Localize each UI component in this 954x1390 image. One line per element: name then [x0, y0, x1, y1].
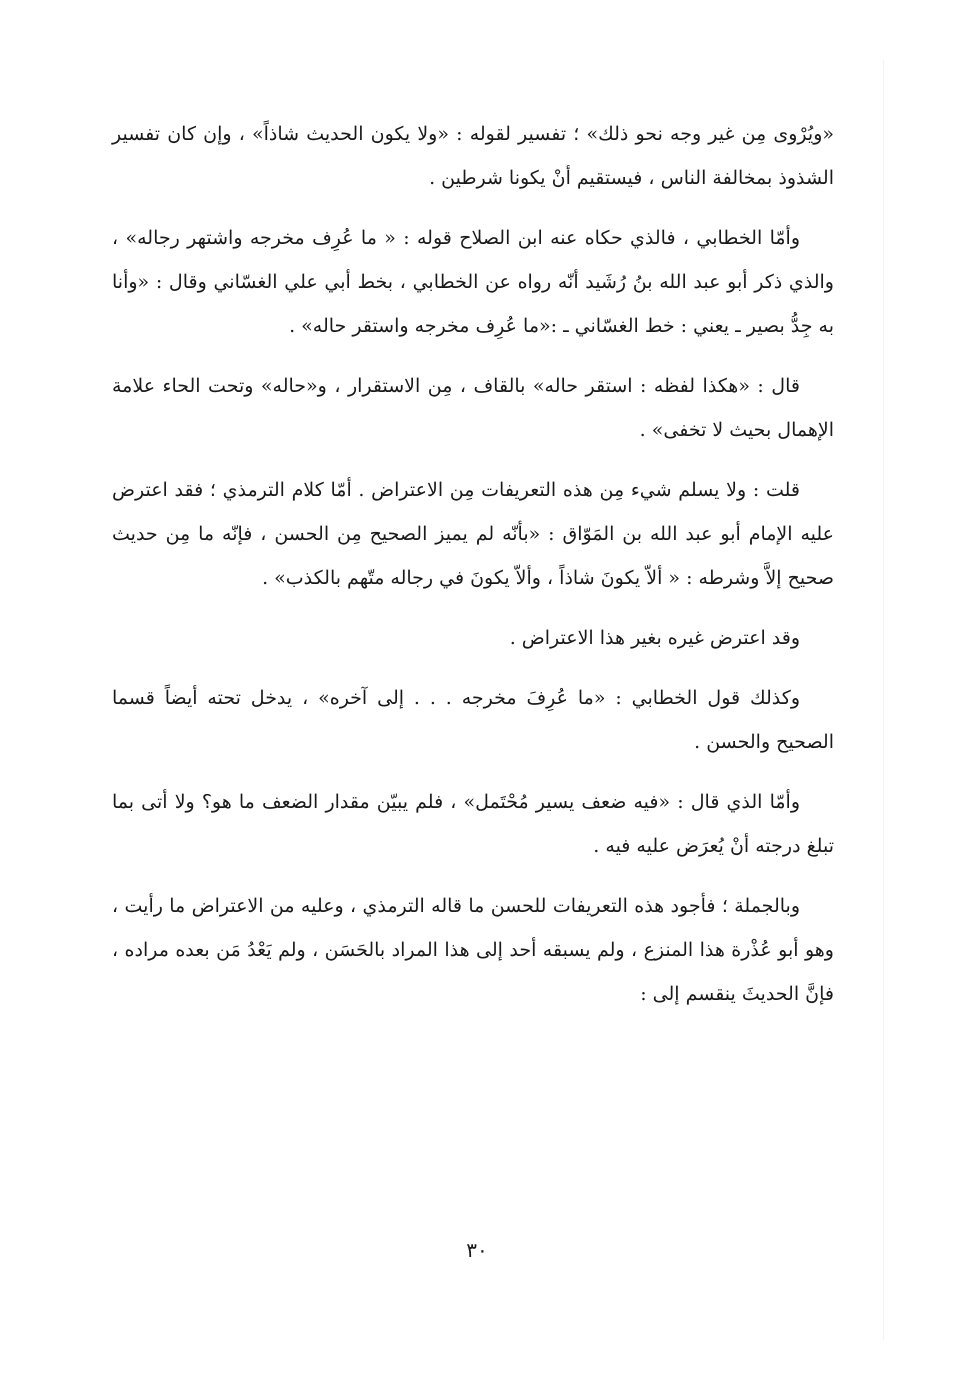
paragraph-6: وكذلك قول الخطابي : «ما عُرِفَ مخرجه . . . إلى آخره» ، يدخل تحته أيضاً قسما الصحيح والحسن .: [112, 687, 834, 753]
body-text: [112, 112, 834, 1032]
paragraph-4: قلت : ولا يسلم شيء مِن هذه التعريفات مِن الاعتراض . أمّا كلام الترمذي ؛ فقد اعترض عليه الإمام أبو عبد الله بن المَوّاق : «بأنّه لم يميز الصحيح مِن الحسن ، فإنّه ما مِن حديث صحيح إلاَّ وشرطه : « ألاّ يكونَ شاذاً ، وألاّ يكونَ في رجاله متّهم بالكذب» .: [112, 479, 834, 589]
page-number: ٣٠: [466, 1238, 488, 1262]
paragraph-1: «ويُرْوى مِن غير وجه نحو ذلك» ؛ تفسير لقوله : «ولا يكون الحديث شاذاً» ، وإن كان تفسير الشذوذ بمخالفة الناس ، فيستقيم أنْ يكونا شرطين .: [112, 123, 834, 189]
paragraph-2: وأمّا الخطابي ، فالذي حكاه عنه ابن الصلاح قوله : « ما عُرِف مخرجه واشتهر رجاله» ، والذي ذكر أبو عبد الله بنُ رُشَيد أنّه رواه عن الخطابي ، بخط أبي علي الغسّاني وقال : «وأنا به جِدُّ بصير ـ يعني : خط الغسّاني ـ :«ما عُرِف مخرجه واستقر حاله» .: [112, 227, 834, 337]
paragraph-5: وقد اعترض غيره بغير هذا الاعتراض .: [509, 627, 800, 649]
paragraph-3: قال : «هكذا لفظه : استقر حاله» بالقاف ، مِن الاستقرار ، و«حاله» وتحت الحاء علامة الإهمال بحيث لا تخفى» .: [112, 375, 834, 441]
paragraph-8: وبالجملة ؛ فأجود هذه التعريفات للحسن ما قاله الترمذي ، وعليه من الاعتراض ما رأيت ، وهو أبو عُذْرة هذا المنزع ، ولم يسبقه أحد إلى هذا المراد بالحَسَن ، ولم يَعْدُ مَن بعده مراده ، فإنَّ الحديثَ ينقسم إلى :: [112, 895, 834, 1005]
page-edge-shadow: [883, 60, 884, 1340]
paragraph-7: وأمّا الذي قال : «فيه ضعف يسير مُحْتَمل» ، فلم يبيّن مقدار الضعف ما هو؟ ولا أتى بما تبلغ درجته أنْ يُعرَض عليه فيه .: [112, 791, 834, 857]
